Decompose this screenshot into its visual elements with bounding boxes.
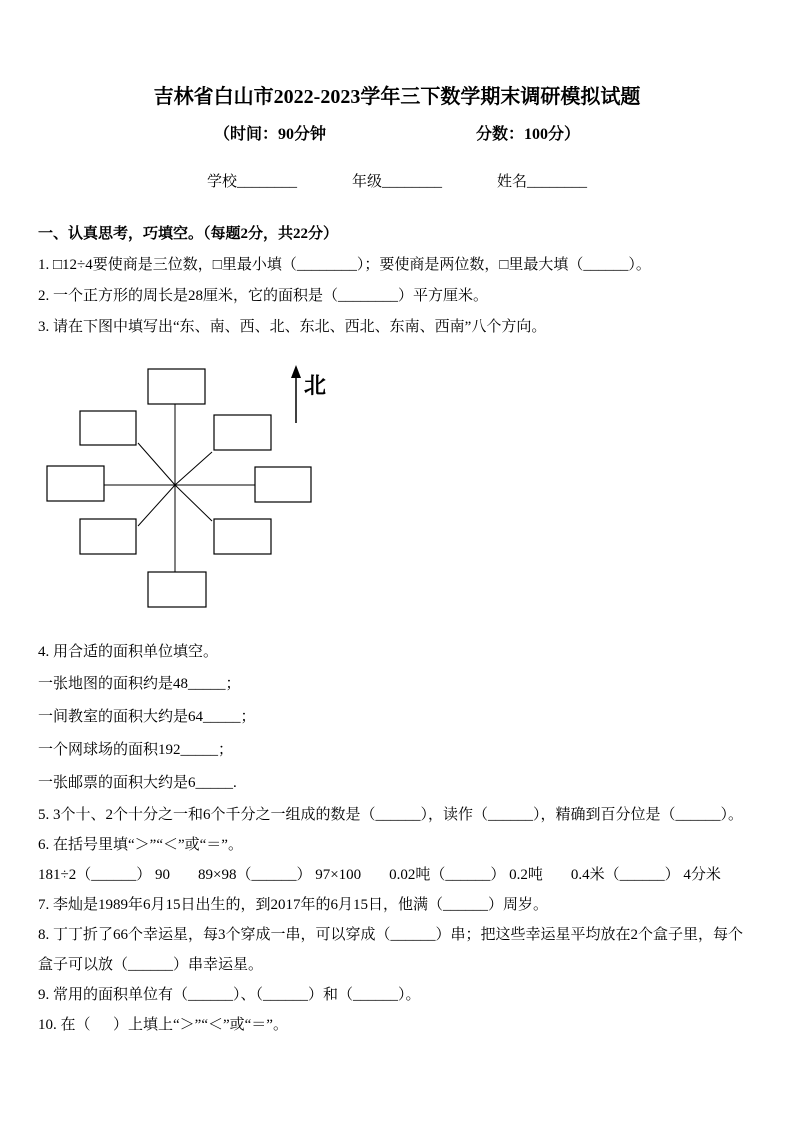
direction-box-northwest <box>80 411 136 445</box>
meta-line <box>38 124 756 146</box>
question-4-line-3: 一个网球场的面积192_____； <box>38 742 234 758</box>
question-5: 5. 3个十、2个十分之一和6个千分之一组成的数是（______），读作（______），精确到百分位是（______）。 <box>38 807 744 823</box>
school-field: 学校________ <box>206 174 297 190</box>
question-4-line-4: 一张邮票的面积大约是6_____. <box>38 775 237 791</box>
question-1: 1. □12÷4要使商是三位数，□里最小填（________）；要使商是两位数，□里最大填（______）。 <box>38 257 651 273</box>
comparison-item-3: 0.02吨（______） 0.2吨 <box>389 867 543 883</box>
question-10: 10. 在（ ）上填上“＞”“＜”或“＝”。 <box>38 1017 288 1033</box>
direction-box-west <box>47 466 104 501</box>
question-9: 9. 常用的面积单位有（______）、（______）和（______）。 <box>38 987 421 1003</box>
direction-boxes <box>47 369 311 607</box>
compass-diagram <box>38 363 378 621</box>
comparison-item-1: 181÷2（______） 90 <box>38 867 170 883</box>
comparison-item-4: 0.4米（______） 4分米 <box>570 867 721 883</box>
north-label: 北 <box>304 373 327 398</box>
direction-box-north <box>148 369 205 404</box>
section1-heading: 一、认真思考，巧填空。（每题2分，共22分） <box>38 226 339 242</box>
page-title: 吉林省白山市2022-2023学年三下数学期末调研模拟试题 <box>153 86 641 108</box>
name-field: 姓名________ <box>497 174 588 190</box>
score-label: 分数：100分） <box>476 126 581 143</box>
direction-box-southwest <box>80 519 136 554</box>
question-8: 8. 丁丁折了66个幸运星，每3个穿成一串，可以穿成（______）串；把这些幸运星平均放在2个盒子里，每个盒子可以放（______）串幸运星。 <box>38 927 744 973</box>
question-2: 2. 一个正方形的周长是28厘米，它的面积是（________）平方厘米。 <box>38 288 489 304</box>
question-4-line-2: 一间教室的面积大约是64_____； <box>38 709 256 725</box>
north-arrow-icon <box>291 365 301 423</box>
question-6-comparisons <box>38 860 756 890</box>
compass-diagram-wrap <box>38 363 756 621</box>
question-7: 7. 李灿是1989年6月15日出生的，到2017年的6月15日，他满（______）周岁。 <box>38 897 549 913</box>
question-4-line-1: 一张地图的面积约是48_____； <box>38 676 241 692</box>
comparison-item-2: 89×98（______） 97×100 <box>197 867 362 883</box>
question-4-intro: 4. 用合适的面积单位填空。 <box>38 644 219 660</box>
direction-box-south <box>148 572 206 607</box>
direction-box-southeast <box>214 519 271 554</box>
question-6-intro: 6. 在括号里填“＞”“＜”或“＝”。 <box>38 837 243 853</box>
time-label: （时间：90分钟 <box>213 126 326 143</box>
grade-field: 年级________ <box>351 174 442 190</box>
direction-box-northeast <box>214 415 271 450</box>
info-fields <box>38 172 756 192</box>
question-3: 3. 请在下图中填写出“东、南、西、北、东北、西北、东南、西南”八个方向。 <box>38 319 547 335</box>
direction-box-east <box>255 467 311 502</box>
